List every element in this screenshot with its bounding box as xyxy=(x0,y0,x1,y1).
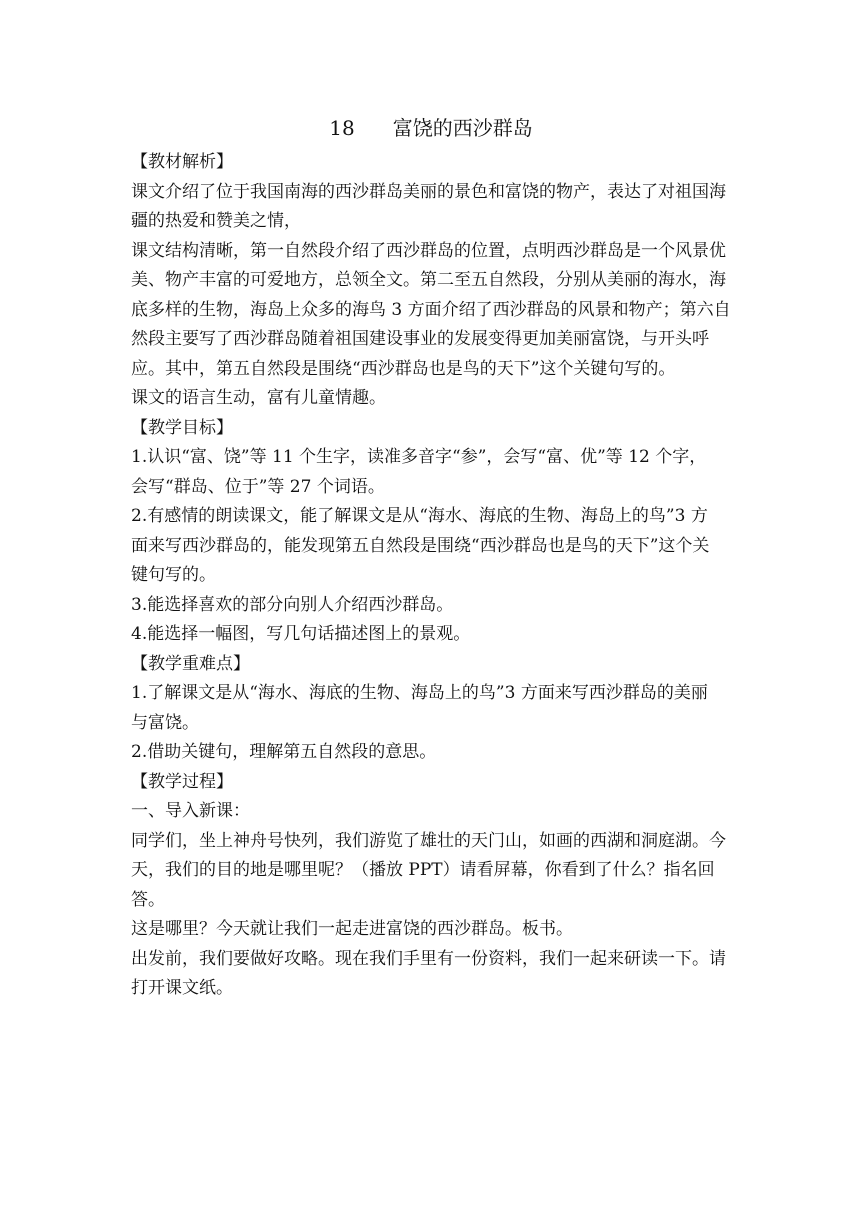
text-line: 一、导入新课： xyxy=(131,801,250,821)
text-line: 键句写的。 xyxy=(131,565,216,585)
document-body xyxy=(131,148,731,1004)
text-line: 与富饶。 xyxy=(131,712,199,733)
text-line: 4.能选择一幅图，写几句话描述图上的景观。 xyxy=(131,624,471,644)
title-text: 富饶的西沙群岛 xyxy=(392,116,533,140)
section-heading: 【教学过程】 xyxy=(131,771,233,792)
text-line: 应。其中，第五自然段是围绕“西沙群岛也是鸟的天下”这个关键句写的。 xyxy=(131,358,676,379)
title-number: 18 xyxy=(329,116,355,140)
section-heading: 【教材解析】 xyxy=(131,152,233,172)
text-line: 天，我们的目的地是哪里呢？（播放 PPT）请看屏幕，你看到了什么？指名回答。 xyxy=(131,860,715,910)
text-line: 2.有感情的朗读课文，能了解课文是从“海水、海底的生物、海岛上的鸟”3 方 xyxy=(131,506,708,526)
text-line: 1.了解课文是从“海水、海底的生物、海岛上的鸟”3 方面来写西沙群岛的美丽 xyxy=(131,683,708,703)
text-line: 2.借助关键句，理解第五自然段的意思。 xyxy=(131,742,437,762)
text-line: 这是哪里？今天就让我们一起走进富饶的西沙群岛。板书。 xyxy=(131,919,573,939)
section-heading: 【教学重难点】 xyxy=(131,653,250,674)
text-line: 会写“群岛、位于”等 27 个词语。 xyxy=(131,476,385,497)
document-title xyxy=(131,110,731,146)
text-line: 面来写西沙群岛的，能发现第五自然段是围绕“西沙群岛也是鸟的天下”这个关 xyxy=(131,535,710,556)
text-line: 打开课文纸。 xyxy=(131,978,233,998)
text-line: 课文结构清晰，第一自然段介绍了西沙群岛的位置，点明西沙群岛是一个风景优 xyxy=(131,240,726,261)
text-line: 出发前，我们要做好攻略。现在我们手里有一份资料，我们一起来研读一下。请 xyxy=(131,948,726,969)
text-line: 课文的语言生动，富有儿童情趣。 xyxy=(131,388,386,408)
text-line: 3.能选择喜欢的部分向别人介绍西沙群岛。 xyxy=(131,594,454,615)
text-line: 美、物产丰富的可爱地方，总领全文。第二至五自然段，分别从美丽的海水，海 xyxy=(131,270,726,290)
text-line: 底多样的生物，海岛上众多的海鸟 3 方面介绍了西沙群岛的风景和物产；第六自 xyxy=(131,299,731,320)
text-line: 同学们，坐上神舟号快列，我们游览了雄壮的天门山，如画的西湖和洞庭湖。今 xyxy=(131,830,726,851)
section-heading: 【教学目标】 xyxy=(131,417,233,438)
text-line: 1.认识“富、饶”等 11 个生字，读准多音字“参”，会写“富、优”等 12 个字， xyxy=(131,447,707,467)
document-page xyxy=(131,110,731,1004)
text-line: 然段主要写了西沙群岛随着祖国建设事业的发展变得更加美丽富饶，与开头呼 xyxy=(131,329,709,349)
text-line: 疆的热爱和赞美之情， xyxy=(131,211,301,231)
text-line: 课文介绍了位于我国南海的西沙群岛美丽的景色和富饶的物产，表达了对祖国海 xyxy=(131,181,726,202)
